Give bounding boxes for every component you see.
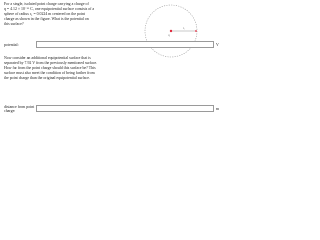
question-2-line: surface must also meet the condition of being farther from <box>4 71 95 76</box>
question-2-text <box>4 56 122 81</box>
question-2-line: separated by 7.92 V from the previously mentioned surface. <box>4 61 98 66</box>
potential-answer-row <box>4 40 219 49</box>
potential-label: potential: <box>4 42 19 47</box>
distance-answer-row <box>4 104 219 113</box>
question-1-text <box>4 2 122 27</box>
question-1-line: For a single, isolated point charge carrying a charge of <box>4 2 89 6</box>
question-1-line: charge as shown in the figure. What is the potential on <box>4 17 89 22</box>
question-1-line: q = 4.12 × 10⁻¹¹ C, one equipotential surface consists of a <box>4 7 95 12</box>
distance-label: distance from point charge: <box>4 104 35 113</box>
radius-endpoint-dot <box>195 30 197 32</box>
question-2-line: the point charge than the original equipotential surface. <box>4 76 90 81</box>
radius-label: r₁ <box>183 26 186 30</box>
distance-input[interactable] <box>36 105 214 112</box>
question-2-line: How far from the point charge should this surface be? This <box>4 66 96 71</box>
potential-input[interactable] <box>36 41 214 48</box>
distance-unit: m <box>216 106 220 111</box>
equipotential-sphere-figure <box>143 3 199 59</box>
charge-label: q <box>168 33 170 37</box>
potential-unit: V <box>216 42 219 47</box>
question-2-line: Now consider an additional equipotential surface that is <box>4 56 91 60</box>
point-charge-dot <box>170 30 172 32</box>
question-1-line: sphere of radius r₁ = 0.0224 m centered on the point <box>4 12 86 17</box>
question-1-line: this surface? <box>4 22 24 27</box>
